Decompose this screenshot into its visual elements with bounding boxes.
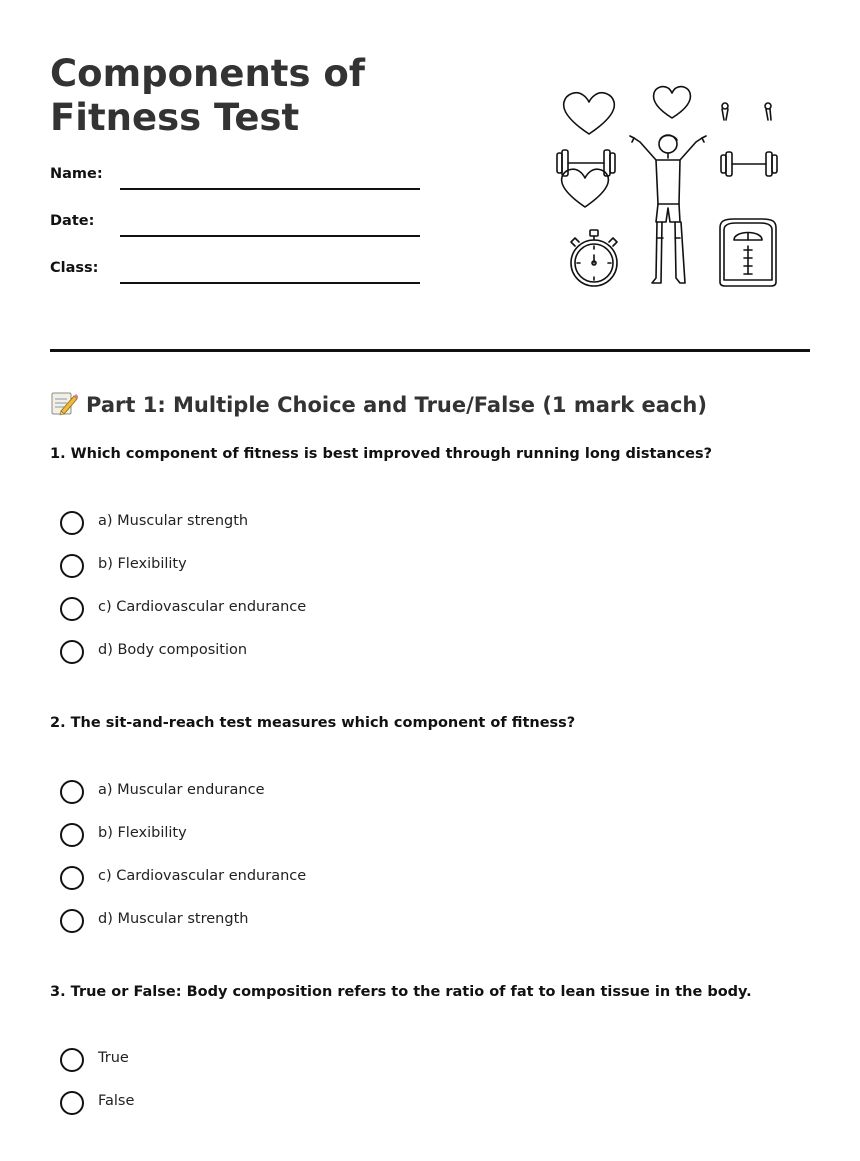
fitness-illustration — [548, 80, 788, 292]
radio-button[interactable] — [60, 1048, 84, 1072]
question-2-text: 2. The sit-and-reach test measures which component of fitness? — [50, 715, 576, 731]
radio-button[interactable] — [60, 597, 84, 621]
question-1-option-a[interactable] — [60, 511, 660, 535]
part1-heading-text: Part 1: Multiple Choice and True/False (1 mark each) — [86, 393, 707, 417]
radio-button[interactable] — [60, 909, 84, 933]
option-label: c) Cardiovascular endurance — [98, 868, 307, 884]
date-input-line[interactable] — [120, 235, 420, 237]
question-1-text: 1. Which component of fitness is best improved through running long distances? — [50, 446, 713, 462]
option-label: True — [98, 1050, 129, 1066]
pin-icon — [722, 103, 728, 120]
radio-button[interactable] — [60, 554, 84, 578]
radio-button[interactable] — [60, 823, 84, 847]
stopwatch-icon — [571, 230, 617, 286]
class-label: Class: — [50, 260, 99, 276]
option-label: b) Flexibility — [98, 556, 187, 572]
question-1-option-b[interactable] — [60, 554, 660, 578]
option-label: c) Cardiovascular endurance — [98, 599, 307, 615]
option-label: a) Muscular strength — [98, 513, 249, 529]
option-label: b) Flexibility — [98, 825, 187, 841]
question-3-option-false[interactable] — [60, 1091, 660, 1115]
question-2-option-c[interactable] — [60, 866, 660, 890]
name-input-line[interactable] — [120, 188, 420, 190]
option-label: False — [98, 1093, 135, 1109]
header-divider — [50, 349, 810, 352]
option-label: d) Muscular strength — [98, 911, 249, 927]
heart-icon — [654, 87, 691, 118]
radio-button[interactable] — [60, 1091, 84, 1115]
date-field — [50, 207, 420, 237]
question-2-option-b[interactable] — [60, 823, 660, 847]
option-label: a) Muscular endurance — [98, 782, 265, 798]
part1-heading — [50, 390, 707, 423]
date-label: Date: — [50, 213, 95, 229]
weighing-scale-icon — [720, 219, 776, 286]
radio-button[interactable] — [60, 866, 84, 890]
class-input-line[interactable] — [120, 282, 420, 284]
radio-button[interactable] — [60, 780, 84, 804]
question-2-option-d[interactable] — [60, 909, 660, 933]
radio-button[interactable] — [60, 640, 84, 664]
memo-icon — [50, 390, 78, 423]
heart-icon — [564, 93, 615, 134]
question-3-option-true[interactable] — [60, 1048, 660, 1072]
question-1-option-c[interactable] — [60, 597, 660, 621]
option-label: d) Body composition — [98, 642, 248, 658]
question-2-option-a[interactable] — [60, 780, 660, 804]
person-exercising-icon — [630, 135, 706, 283]
question-3-text: 3. True or False: Body composition refers to the ratio of fat to lean tissue in the body. — [50, 984, 752, 1000]
name-label: Name: — [50, 166, 103, 182]
question-1-option-d[interactable] — [60, 640, 660, 664]
page-title: Components of Fitness Test — [50, 52, 365, 139]
dumbbell-icon — [721, 152, 777, 176]
radio-button[interactable] — [60, 511, 84, 535]
pin-icon — [765, 103, 771, 120]
name-field — [50, 160, 420, 190]
class-field — [50, 254, 420, 284]
